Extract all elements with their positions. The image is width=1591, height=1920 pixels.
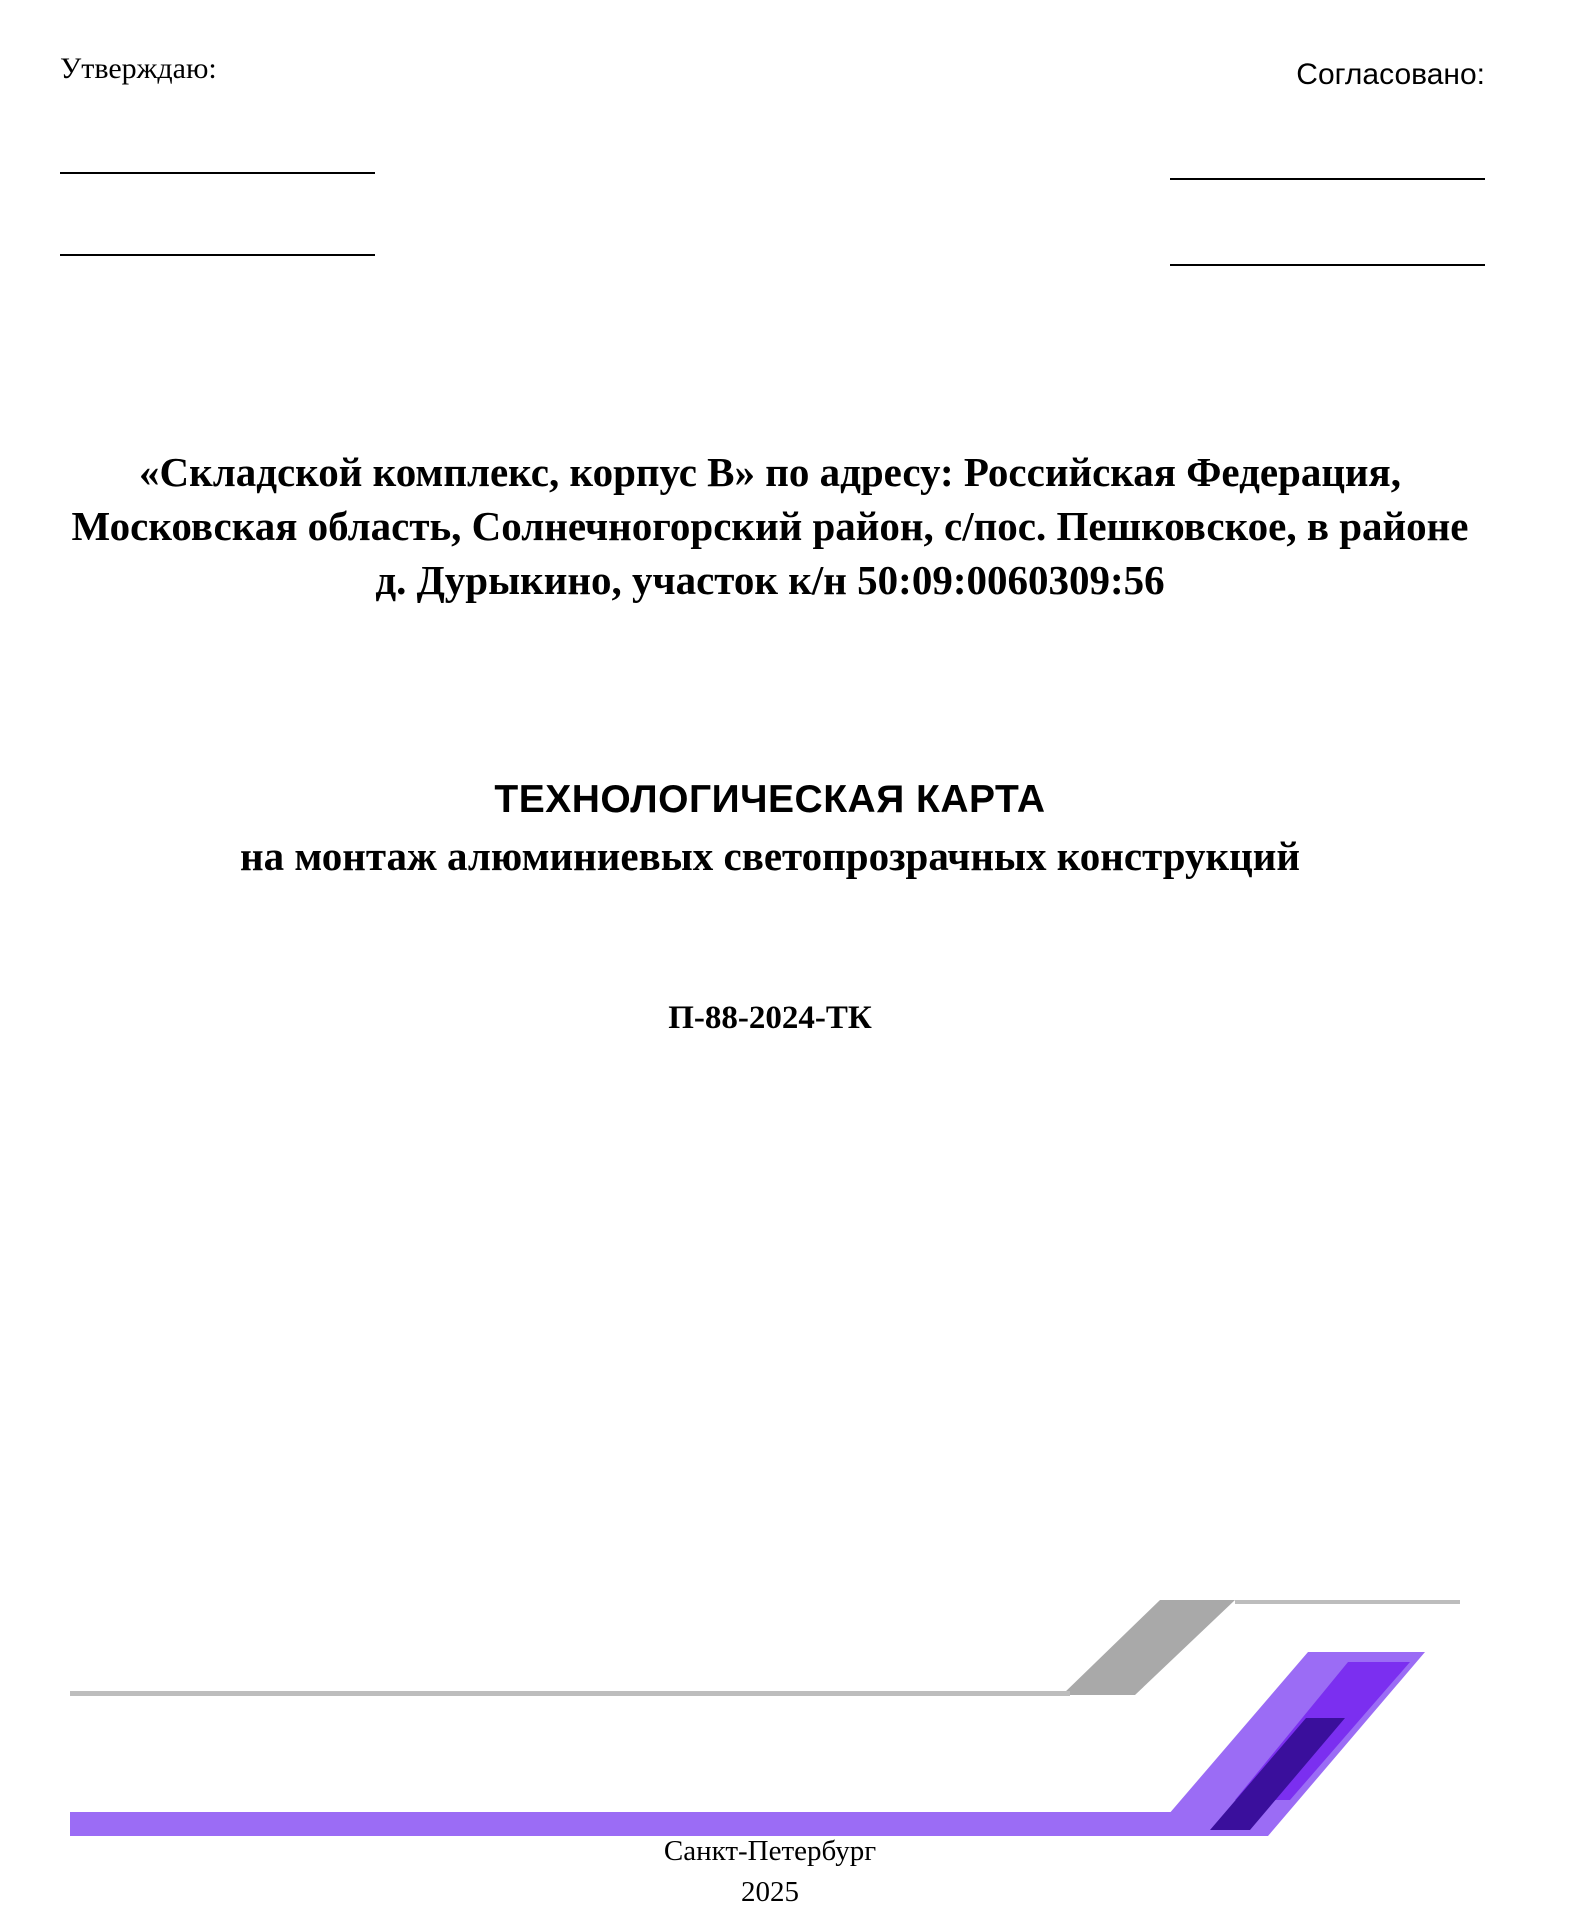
- document-type: ТЕХНОЛОГИЧЕСКАЯ КАРТА: [494, 778, 1046, 821]
- city: Санкт-Петербург: [663, 1835, 877, 1867]
- agreed-signature-line: [1170, 178, 1485, 180]
- agreed-name-line: [1170, 264, 1485, 266]
- agreed-label: Согласовано:: [1296, 58, 1485, 91]
- approve-label: Утверждаю:: [60, 52, 217, 85]
- object-title: «Складской комплекс, корпус В» по адресу: Российская Федерация, Московская область, Солнечногорский район, с/пос. Пешковское, в районе д. Дурыкино, участок к/н 50:09:0060309:56: [71, 449, 1469, 603]
- document-subject: на монтаж алюминиевых светопрозрачных конструкций: [239, 833, 1301, 879]
- decorative-footer-band: [0, 1600, 1591, 1840]
- document-code: П-88-2024-ТК: [668, 1000, 872, 1036]
- approve-signature-line: [60, 172, 375, 174]
- grey-top-line: [1235, 1600, 1460, 1604]
- approve-name-line: [60, 254, 375, 256]
- grey-horizontal-line: [70, 1691, 1070, 1696]
- grey-parallelogram: [1062, 1600, 1235, 1695]
- violet-horizontal-band: [70, 1812, 1180, 1836]
- year: 2025: [741, 1876, 799, 1908]
